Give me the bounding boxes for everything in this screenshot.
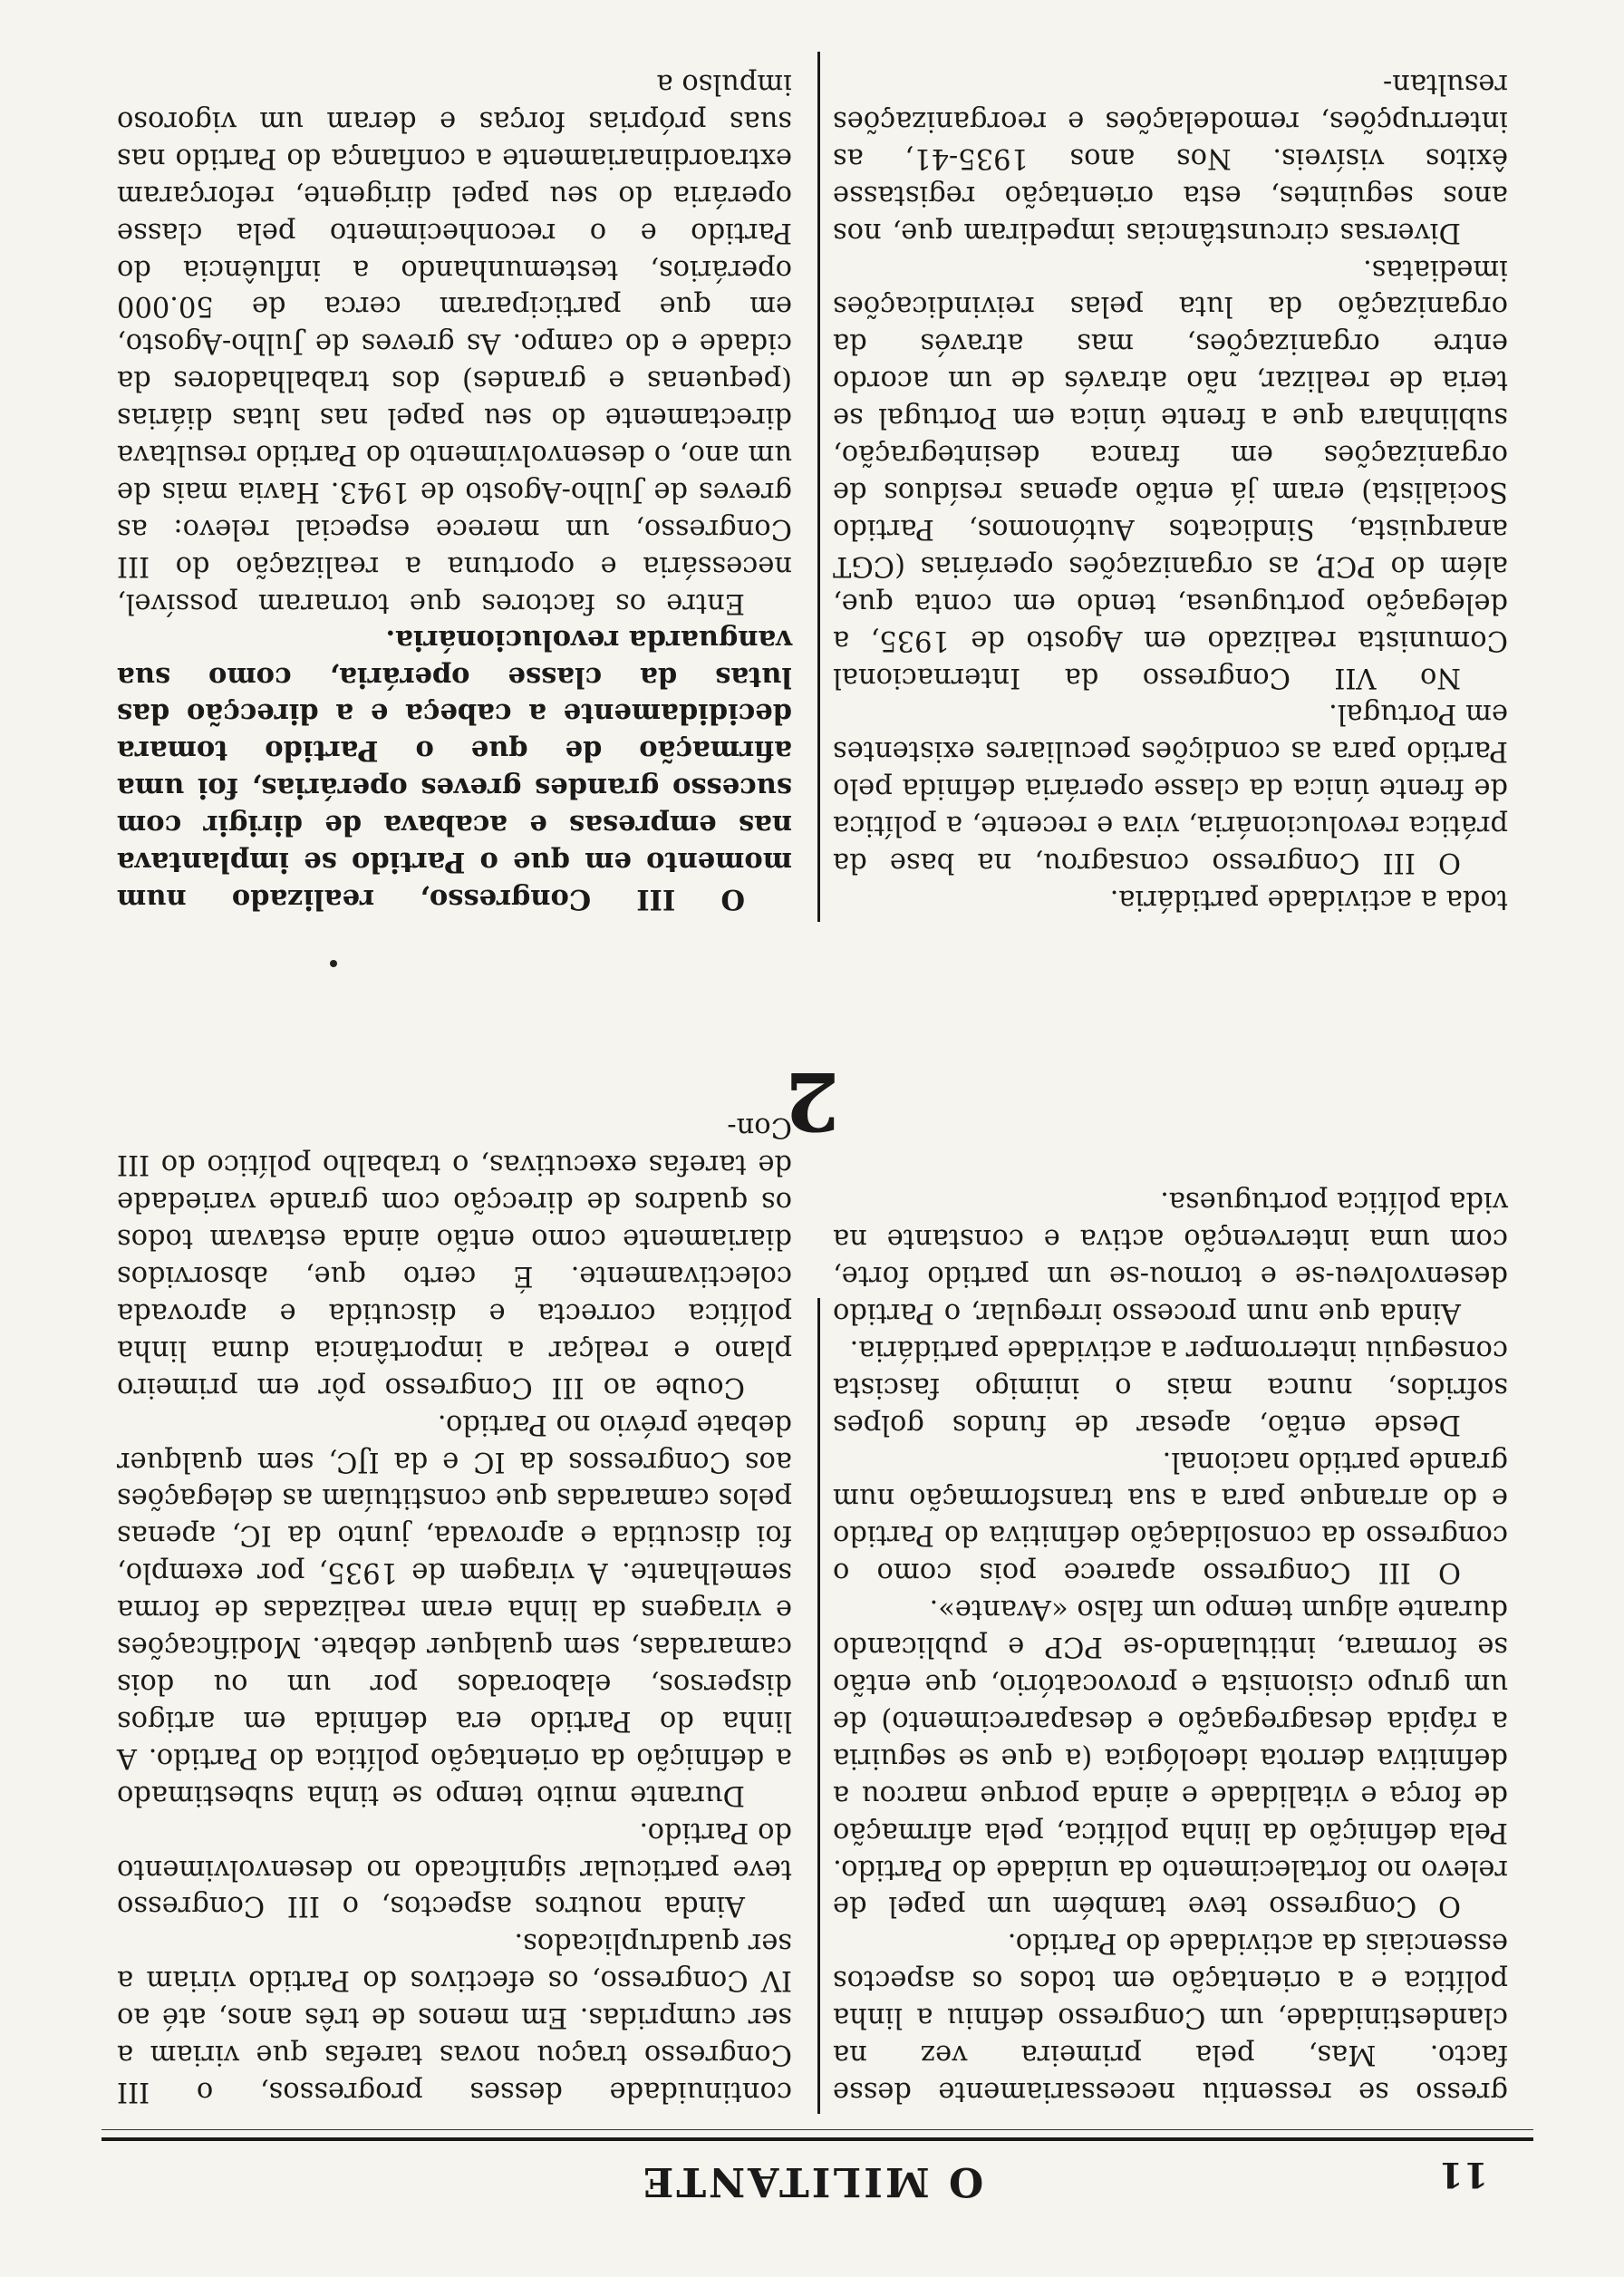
- header-rule-thin: [102, 2129, 1533, 2130]
- paragraph: Entre os factores que tornaram possível, necessária e oportuna a realização do III Congresso, um merece especial relevo: as greves de Julho-Agosto de 1943. Havia mais de um ano, o desenvolvimento do Partido resultava directamente do seu papel nas lutas diárias (pequenas e grandes) dos trabalhadores da cidade e do campo. As greves de Julho-Agosto, em que participaram cerca de 50.000 operários, testemunhando a influência do Partido e o reconhecimento pela classe operária do seu papel dirigente, reforçaram extraordinariamente a confiança do Partido nas suas próprias forças e deram um vigoroso impulso a: [117, 68, 792, 619]
- paragraph: Desde então, apesar de fundos golpes sofridos, nunca mais o inimigo fascista conseguiu interromper a actividade partidária.: [833, 1333, 1508, 1440]
- upper-right-column: [117, 1109, 792, 2109]
- paragraph: No VII Congresso da Internacional Comunista realizado em Agosto de 1935, a delegação portuguesa, tendo em conta que, além do PCP, as organizações operárias (CGT anarquista, Sindicatos Autónomos, Partido Socialista) eram já então apenas resíduos de organizações em franca desintegração, sublinhara que a frente única em Portugal se teria de realizar, não através de um acordo entre organizações, mas através da organização da luta pelas reivindicações imediatas.: [833, 253, 1508, 693]
- paragraph: Diversas circunstâncias impediram que, nos anos seguintes, esta orientação registasse êxitos visíveis. Nos anos 1935-41, as interrupções, remodelações e reorganizações resultan-: [833, 68, 1508, 248]
- paragraph: O III Congresso consagrou, na base da prática revolucionária, viva e recente, a política de frente única da classe operária definida pelo Partido para as condições peculiares existentes em Portugal.: [833, 698, 1508, 879]
- section-number: 2: [784, 1054, 840, 1148]
- paragraph: Ainda que num processo irregular, o Partido desenvolveu-se e tornou-se um partido forte, com uma intervenção activa e constante na vida política portuguesa.: [833, 1186, 1508, 1329]
- paragraph: toda a actividade partidária.: [1109, 884, 1508, 916]
- upper-left-column: [833, 1182, 1508, 2109]
- paragraph: Ainda noutros aspectos, o III Congresso teve particular significado no desenvolvimento do Partido.: [117, 1816, 792, 1923]
- header-rule: [102, 2137, 1533, 2141]
- print-dot: [330, 960, 337, 967]
- paragraph: Durante muito tempo se tinha subestimado a definição da orientação política do Partido. A linha do Partido era definida em artigos dispersos, elaborados por um ou dois camaradas, sem qualquer debate. Modificações e viragens da linha eram realizadas de forma semelhante. A viragem de 1935, por exemplo, foi discutida e aprovada, junto da IC, apenas pelos camaradas que constituíam as delegações aos Congressos da IC e da IJC, sem qualquer debate prévio no Partido.: [117, 1408, 792, 1811]
- paragraph: gresso se ressentiu necessariamente desse facto. Mas, pela primeira vez na clandestinidade, um Congresso definiu a linha política e a orientação em todos os aspectos essenciais da actividade do Partido.: [833, 1927, 1508, 2107]
- lead-paragraph: O III Congresso, realizado num momento em que o Partido se implantava nas empresas e acabava de dirigir com sucesso grandes greves operárias, foi uma afirmação de que o Partido tomara decididamente a cabeça e a direcção das lutas da classe operária, como sua vanguarda revolucionária.: [117, 623, 792, 916]
- column-divider: [817, 52, 820, 922]
- column-divider: [817, 1298, 820, 2114]
- paragraph: O III Congresso aparece pois como o congresso da consolidação definitiva do Partido e do arranque para a sua transformação num grande partido nacional.: [833, 1445, 1508, 1589]
- lower-left-column: [833, 64, 1508, 917]
- paragraph: continuidade desses progressos, o III Congresso traçou novas tarefas que viriam a ser cumpridas. Em menos de três anos, até ao IV Congresso, os efectivos do Partido viriam a ser quadruplicados.: [117, 1927, 792, 2107]
- lower-right-column: [117, 64, 792, 917]
- paragraph: O Congresso teve também um papel de relevo no fortalecimento da unidade do Partido. Pela definição da linha política, pela afirmação de força e vitalidade e ainda porque marcou a definitiva derrota ideológica (a que se seguiria a rápida desagregação e desaparecimento) de um grupo cisionista e provocatório, que então se formara, intitulando-se PCP e publicando durante algum tempo um falso «Avante».: [833, 1594, 1508, 1923]
- page-number: 11: [1438, 2155, 1488, 2195]
- publication-title: O MILITANTE: [640, 2158, 984, 2204]
- paragraph: Coube ao III Congresso pôr em primeiro plano e realçar a importância duma linha política correcta e discutida e aprovada colectivamente. É certo que, absorvidos diariamente como então ainda estavam todos os quadros de direcção com grande variedade de tarefas executivas, o trabalho político do III Con-: [117, 1111, 792, 1403]
